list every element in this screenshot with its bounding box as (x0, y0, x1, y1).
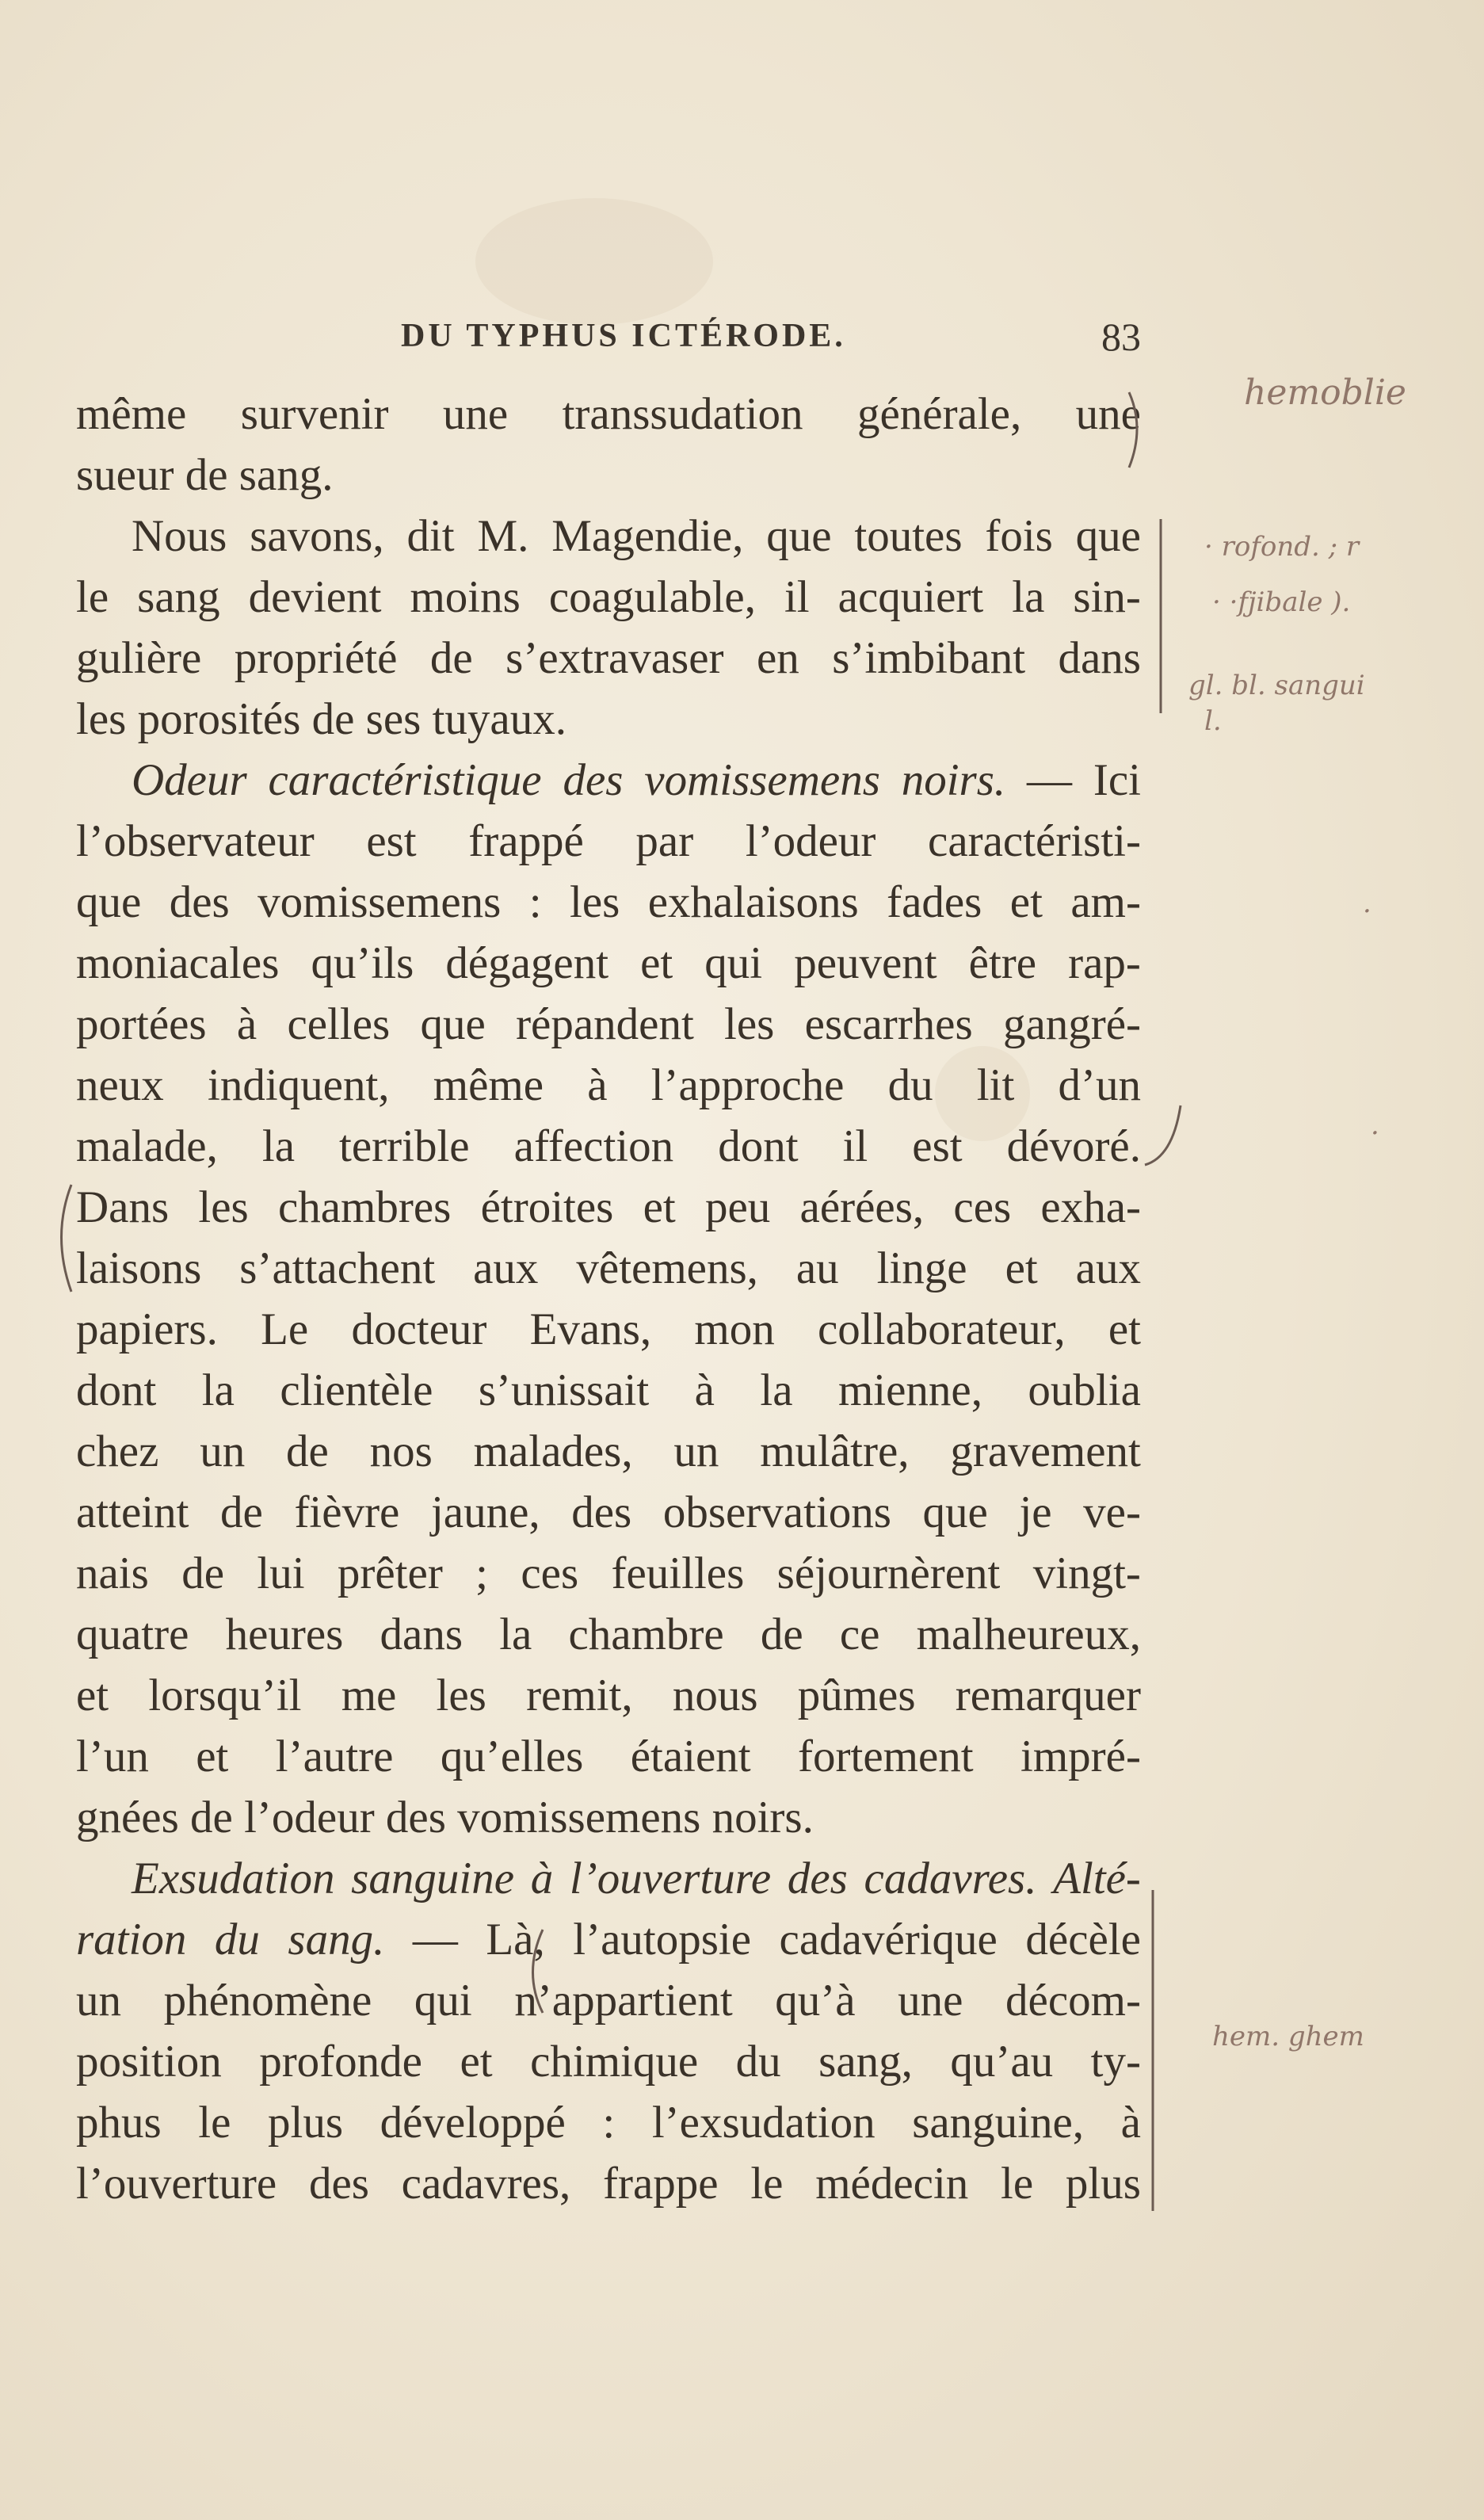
margin-note: · (1371, 1117, 1379, 1149)
text-line: position profonde et chimique du sang, qu’au ty- (76, 2037, 1141, 2087)
text-line: portées à celles que répandent les escarrhes gangré- (76, 999, 1141, 1049)
text-line: le sang devient moins coagulable, il acquiert la sin- (76, 572, 1141, 622)
text-line: sueur de sang. (76, 450, 334, 500)
section-heading-line: ration du sang. — Là, l’autopsie cadavérique décèle (76, 1915, 1141, 1964)
running-header (76, 317, 1141, 372)
section-heading-line: Exsudation sanguine à l’ouverture des cadavres. Alté- (132, 1854, 1141, 1903)
text-line: malade, la terrible affection dont il est dévoré. (76, 1121, 1141, 1171)
pencil-bracket (1149, 1886, 1181, 2219)
text-line: et lorsqu’il me les remit, nous pûmes remarquer (76, 1670, 1141, 1720)
margin-note: gl. bl. sangui (1188, 670, 1365, 701)
text-line: l’ouverture des cadavres, frappe le médecin le plus (76, 2159, 1141, 2209)
text-line: que des vomissemens : les exhalaisons fades et am- (76, 877, 1141, 927)
text-line: moniacales qu’ils dégagent et qui peuvent être rap- (76, 938, 1141, 988)
text-line: papiers. Le docteur Evans, mon collaborateur, et (76, 1304, 1141, 1354)
pencil-bracket (1125, 388, 1157, 475)
margin-note: · ·fjibale ). (1212, 586, 1351, 618)
text-line: les porosités de ses tuyaux. (76, 694, 567, 744)
pencil-bracket (48, 1181, 79, 1300)
text-line: nais de lui prêter ; ces feuilles séjournèrent vingt- (76, 1548, 1141, 1598)
text-line: chez un de nos malades, un mulâtre, gravement (76, 1426, 1141, 1476)
text-line: l’un et l’autre qu’elles étaient fortement impré- (76, 1732, 1141, 1781)
margin-note: hem. ghem (1212, 2021, 1364, 2052)
margin-note: · (1363, 895, 1371, 927)
paper-stain (475, 198, 713, 325)
text-line: neux indiquent, même à l’approche du lit d’un (76, 1060, 1141, 1110)
margin-note: l. (1204, 705, 1222, 737)
body-text (76, 384, 1141, 2214)
page-number: 83 (1101, 315, 1141, 359)
text-line: même survenir une transsudation générale, une (76, 389, 1141, 439)
text-line: l’observateur est frappé par l’odeur caractéristi- (76, 816, 1141, 866)
pencil-bracket (519, 1926, 551, 2021)
text-line: gnées de l’odeur des vomissemens noirs. (76, 1793, 814, 1842)
pencil-bracket (1157, 515, 1181, 721)
margin-note: · rofond. ; r (1204, 531, 1360, 563)
text-line: dont la clientèle s’unissait à la mienne, oublia (76, 1365, 1141, 1415)
text-line: gulière propriété de s’extravaser en s’imbibant dans (76, 633, 1141, 683)
text-line: quatre heures dans la chambre de ce malheureux, (76, 1609, 1141, 1659)
text-line: laisons s’attachent aux vêtemens, au linge et aux (76, 1243, 1141, 1293)
margin-note: hemoblie (1244, 372, 1406, 413)
text-line: atteint de fièvre jaune, des observations que je ve- (76, 1487, 1141, 1537)
section-heading-line: Odeur caractéristique des vomissemens noirs. — Ici (132, 755, 1141, 805)
pencil-bracket (1141, 1102, 1188, 1173)
text-line: Nous savons, dit M. Magendie, que toutes fois que (132, 511, 1141, 561)
text-line: Dans les chambres étroites et peu aérées, ces exha- (76, 1182, 1141, 1232)
text-line: phus le plus développé : l’exsudation sanguine, à (76, 2098, 1141, 2148)
running-title: DU TYPHUS ICTÉRODE. (401, 318, 846, 354)
text-line: un phénomène qui n’appartient qu’à une décom- (76, 1976, 1141, 2026)
